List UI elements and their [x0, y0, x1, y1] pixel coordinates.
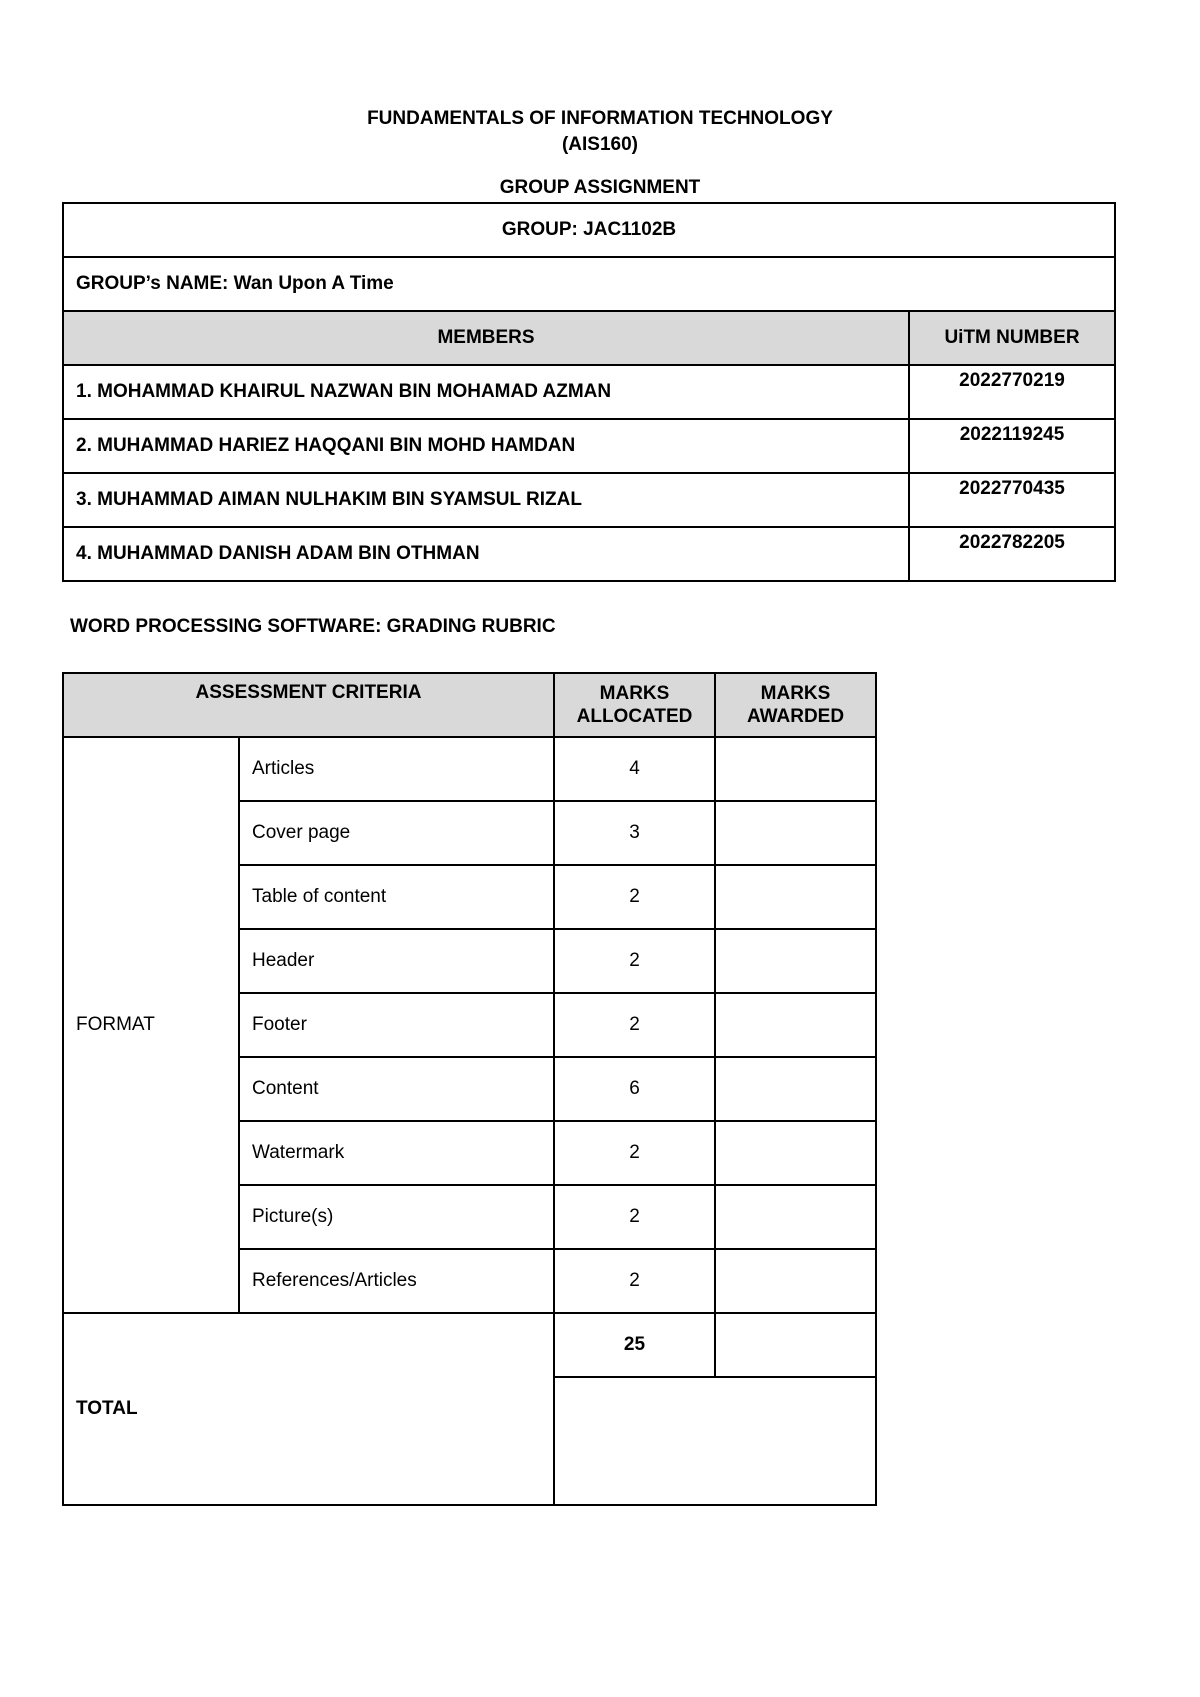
course-title: FUNDAMENTALS OF INFORMATION TECHNOLOGY: [367, 108, 833, 129]
member-number: 2022770219: [909, 365, 1115, 419]
marks-allocated: 2: [554, 929, 715, 993]
member-row: [63, 365, 1115, 419]
format-category: FORMAT: [63, 737, 239, 1313]
assignment-title: GROUP ASSIGNMENT: [499, 177, 701, 198]
member-row: [63, 527, 1115, 581]
member-number: 2022119245: [909, 419, 1115, 473]
group-info-table: [62, 202, 1116, 582]
marks-awarded-cell: [715, 929, 876, 993]
marks-allocated-header: [554, 673, 715, 737]
grading-rubric-table: [62, 672, 877, 1506]
criterion-label: References/Articles: [239, 1249, 554, 1313]
total-summary-cell: [554, 1377, 876, 1505]
marks-allocated: 2: [554, 1249, 715, 1313]
marks-allocated-header-line1: MARKS: [599, 683, 670, 704]
marks-awarded-cell: [715, 993, 876, 1057]
marks-awarded-cell: [715, 865, 876, 929]
marks-allocated: 2: [554, 993, 715, 1057]
member-row: [63, 419, 1115, 473]
criterion-label: Table of content: [239, 865, 554, 929]
member-number: 2022770435: [909, 473, 1115, 527]
marks-awarded-cell: [715, 737, 876, 801]
member-row: [63, 473, 1115, 527]
criterion-label: Picture(s): [239, 1185, 554, 1249]
member-name: 2. MUHAMMAD HARIEZ HAQQANI BIN MOHD HAMDAN: [63, 419, 909, 473]
marks-allocated: 2: [554, 865, 715, 929]
member-name: 1. MOHAMMAD KHAIRUL NAZWAN BIN MOHAMAD AZMAN: [63, 365, 909, 419]
marks-allocated: 3: [554, 801, 715, 865]
assessment-criteria-header: ASSESSMENT CRITERIA: [63, 673, 554, 737]
total-label: TOTAL: [63, 1313, 554, 1505]
rubric-heading: WORD PROCESSING SOFTWARE: GRADING RUBRIC: [70, 616, 556, 637]
marks-awarded-cell: [715, 1249, 876, 1313]
total-marks-allocated: 25: [554, 1313, 715, 1377]
marks-awarded-cell: [715, 1121, 876, 1185]
criterion-label: Watermark: [239, 1121, 554, 1185]
marks-awarded-header-line2: AWARDED: [746, 706, 845, 727]
criterion-label: Footer: [239, 993, 554, 1057]
marks-awarded-header: [715, 673, 876, 737]
marks-awarded-cell: [715, 1057, 876, 1121]
member-name: 3. MUHAMMAD AIMAN NULHAKIM BIN SYAMSUL RIZAL: [63, 473, 909, 527]
group-name: GROUP’s NAME: Wan Upon A Time: [63, 257, 1115, 311]
member-number: 2022782205: [909, 527, 1115, 581]
member-name: 4. MUHAMMAD DANISH ADAM BIN OTHMAN: [63, 527, 909, 581]
marks-allocated: 4: [554, 737, 715, 801]
marks-allocated-header-line2: ALLOCATED: [576, 706, 693, 727]
criterion-label: Articles: [239, 737, 554, 801]
marks-awarded-cell: [715, 1185, 876, 1249]
criterion-label: Cover page: [239, 801, 554, 865]
uitm-number-header: UiTM NUMBER: [909, 311, 1115, 365]
criterion-label: Content: [239, 1057, 554, 1121]
marks-awarded-cell: [715, 801, 876, 865]
criterion-label: Header: [239, 929, 554, 993]
marks-allocated: 2: [554, 1185, 715, 1249]
total-marks-awarded-cell: [715, 1313, 876, 1377]
course-code: (AIS160): [561, 134, 639, 155]
marks-allocated: 2: [554, 1121, 715, 1185]
marks-awarded-header-line1: MARKS: [760, 683, 831, 704]
rubric-row: [63, 737, 876, 801]
group-code: GROUP: JAC1102B: [63, 203, 1115, 257]
members-header: MEMBERS: [63, 311, 909, 365]
marks-allocated: 6: [554, 1057, 715, 1121]
